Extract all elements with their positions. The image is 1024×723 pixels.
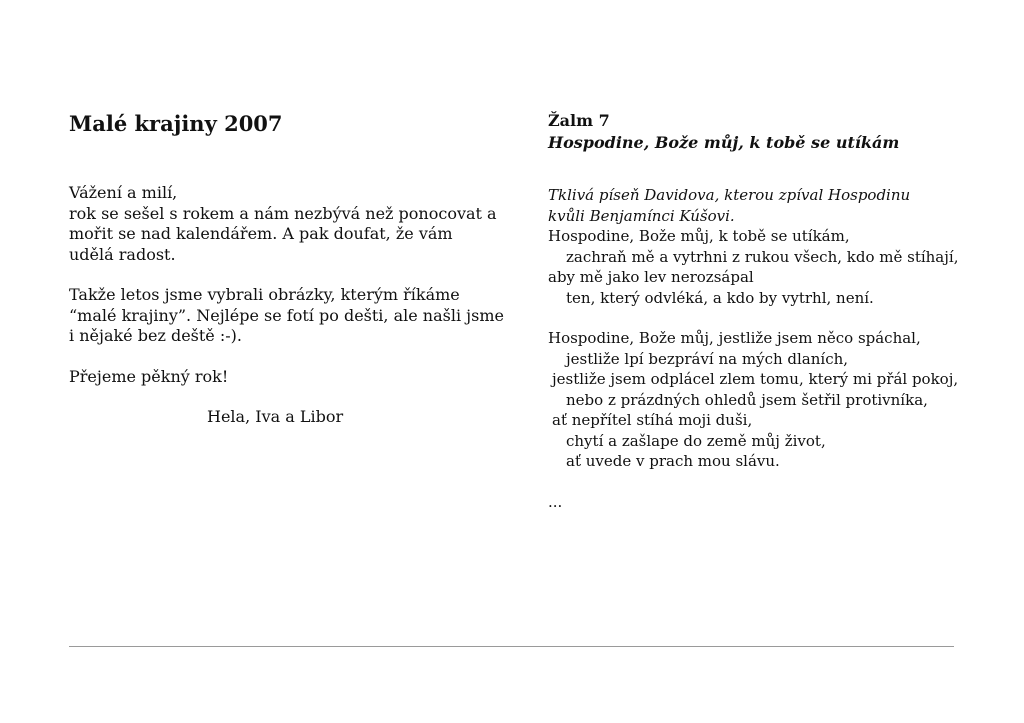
verse-line: Hospodine, Bože můj, jestliže jsem něco spáchal, [548, 329, 921, 347]
verse-line: nebo z prázdných ohledů jsem šetřil protivníka, [566, 390, 928, 409]
verse-line: Hospodine, Bože můj, k tobě se utíkám, [548, 227, 850, 245]
psalm-stanza-1 [548, 226, 958, 308]
text-line: i nějaké bez deště :-). [69, 326, 242, 345]
psalm-stanza-2 [548, 328, 958, 472]
verse-line: ať uvede v prach mou slávu. [566, 452, 780, 470]
text-line: Přejeme pěkný rok! [69, 367, 229, 386]
verse-line: aby mě jako lev nerozsápal [548, 268, 754, 286]
text-line: Vážení a milí, [69, 183, 178, 202]
verse-line: zachraň mě a vytrhni z rukou všech, kdo mě stíhají, [566, 247, 959, 266]
calendar-title: Malé krajiny 2007 [69, 111, 283, 136]
text-line: “malé krajiny”. Nejlépe se fotí po dešti, ale našli jsme [69, 305, 504, 325]
continuation-ellipsis: ... [548, 493, 563, 511]
text-line: rok se sešel s rokem a nám nezbývá než ponocovat a [69, 203, 497, 223]
verse-line: ten, který odvléká, a kdo by vytrhl, není. [566, 288, 874, 307]
text-line: Tklivá píseň Davidova, kterou zpíval Hospodinu [548, 186, 911, 204]
text-line: kvůli Benjamínci Kúšovi. [548, 206, 735, 225]
psalm-intro [548, 185, 910, 226]
text-line: Takže letos jsme vybrali obrázky, kterým říkáme [69, 285, 460, 304]
verse-line: ať nepřítel stíhá moji duši, [552, 411, 753, 429]
psalm-title: Žalm 7 [548, 111, 610, 130]
signature: Hela, Iva a Libor [207, 407, 344, 426]
text-line: udělá radost. [69, 244, 176, 264]
footer-divider [69, 646, 954, 647]
greeting-paragraph [69, 183, 497, 265]
landscapes-paragraph [69, 285, 504, 347]
verse-line: jestliže lpí bezpráví na mých dlaních, [566, 349, 849, 368]
text-line: mořit se nad kalendářem. A pak doufat, že vám [69, 224, 453, 243]
verse-line: chytí a zašlape do země můj život, [566, 431, 826, 450]
psalm-subtitle: Hospodine, Bože můj, k tobě se utíkám [548, 133, 900, 152]
verse-line: jestliže jsem odplácel zlem tomu, který mi přál pokoj, [552, 370, 959, 388]
wishes-paragraph [69, 367, 228, 388]
